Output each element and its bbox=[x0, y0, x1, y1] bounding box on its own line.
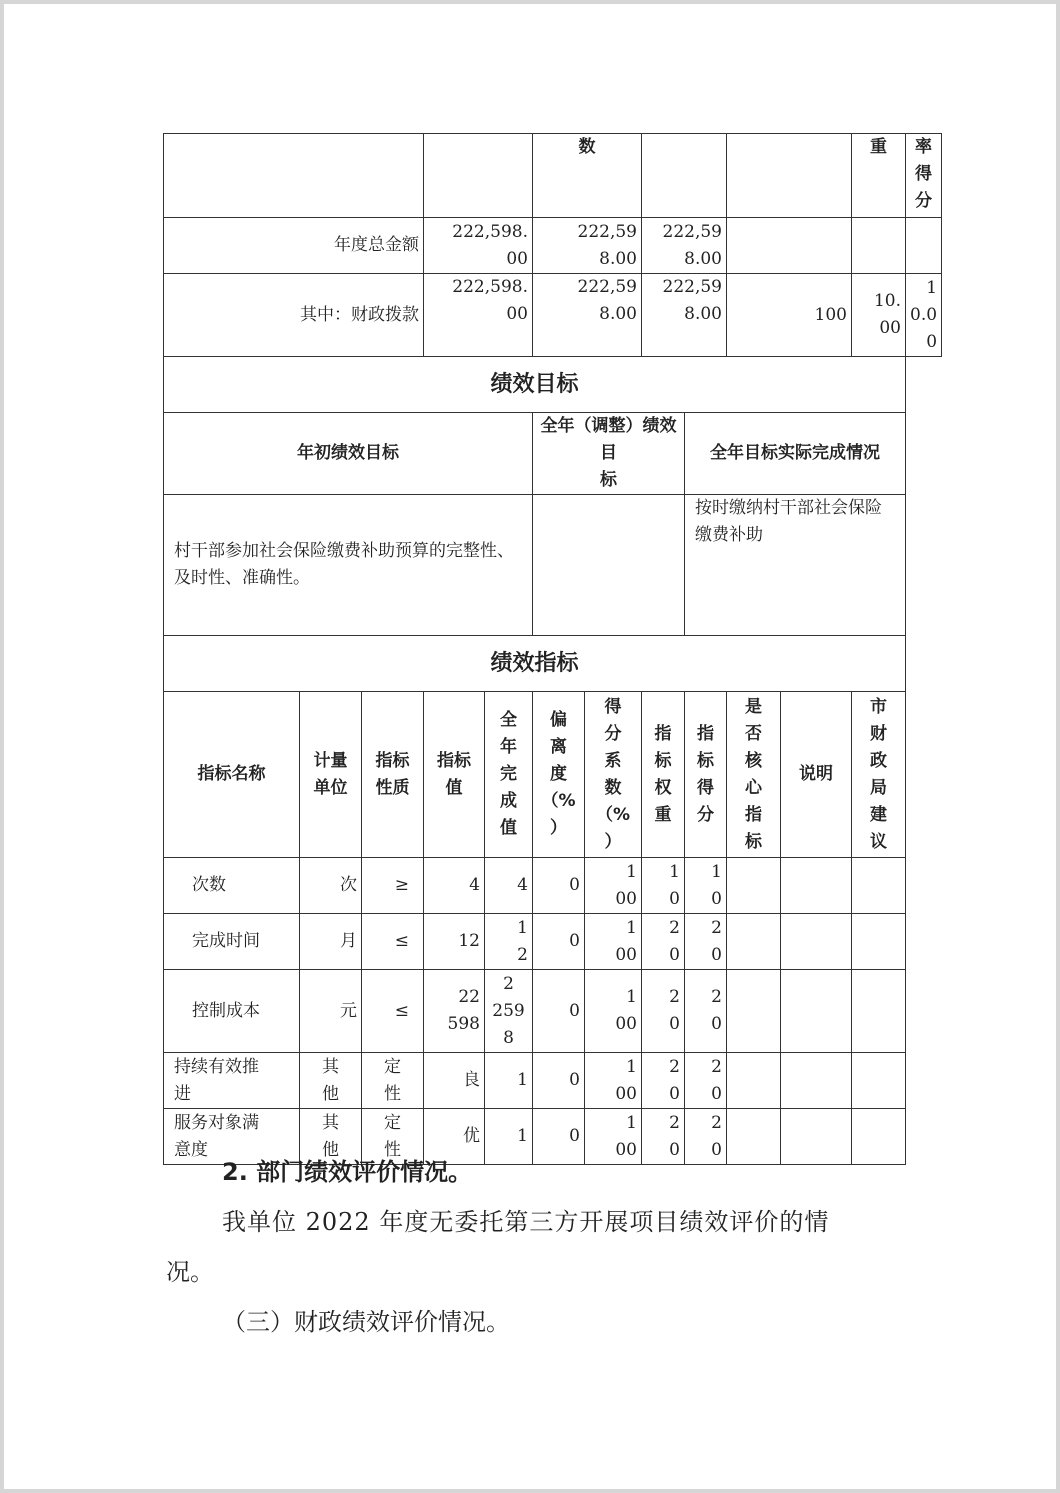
indicator-cell: 1 00 bbox=[585, 1053, 642, 1109]
funds-top-row bbox=[164, 134, 942, 218]
indicator-cell bbox=[727, 970, 781, 1053]
funds-value bbox=[906, 218, 942, 274]
funds-value: 222,59 8.00 bbox=[533, 218, 642, 274]
indicator-cell: 服务对象满 意度 bbox=[164, 1109, 300, 1165]
indicator-cell: 0 bbox=[533, 970, 585, 1053]
goals-content-row bbox=[164, 495, 942, 636]
indicator-cell bbox=[852, 858, 906, 914]
funds-fiscal-label: 其中：财政拨款 bbox=[164, 274, 424, 357]
funds-value: 222,598. 00 bbox=[424, 274, 533, 357]
indicator-header: 得 分 系 数 （% ） bbox=[585, 692, 642, 858]
indicator-header: 全 年 完 成 值 bbox=[485, 692, 533, 858]
paragraph-line: 况。 bbox=[166, 1258, 214, 1286]
indicator-cell: 2 0 bbox=[685, 970, 727, 1053]
indicator-cell: 控制成本 bbox=[164, 970, 300, 1053]
indicator-cell bbox=[781, 970, 852, 1053]
indicator-cell: 1 2 bbox=[485, 914, 533, 970]
indicator-cell: 2 0 bbox=[685, 914, 727, 970]
funds-cell bbox=[642, 134, 727, 218]
goals-actual-text: 按时缴纳村干部社会保险缴费补助 bbox=[685, 495, 906, 636]
indicator-cell: 定 性 bbox=[362, 1109, 424, 1165]
indicator-cell: 0 bbox=[533, 858, 585, 914]
indicator-cell bbox=[781, 1109, 852, 1165]
indicator-cell bbox=[852, 1109, 906, 1165]
indicator-row bbox=[164, 970, 942, 1053]
goals-col-adjusted: 全年（调整）绩效目 标 bbox=[533, 413, 685, 495]
indicators-section-row bbox=[164, 636, 942, 692]
goals-section-title: 绩效目标 bbox=[164, 357, 906, 413]
indicator-cell bbox=[727, 1109, 781, 1165]
indicator-header: 是 否 核 心 指 标 bbox=[727, 692, 781, 858]
indicator-header: 市 财 政 局 建 议 bbox=[852, 692, 906, 858]
indicator-cell: 22 598 bbox=[424, 970, 485, 1053]
indicator-header: 说明 bbox=[781, 692, 852, 858]
indicator-cell: 2 0 bbox=[642, 970, 685, 1053]
indicator-cell: 0 bbox=[533, 1053, 585, 1109]
indicator-cell: 持续有效推 进 bbox=[164, 1053, 300, 1109]
goals-col-actual: 全年目标实际完成情况 bbox=[685, 413, 906, 495]
funds-cell bbox=[164, 134, 424, 218]
indicator-header: 指标 性质 bbox=[362, 692, 424, 858]
indicator-header: 指 标 得 分 bbox=[685, 692, 727, 858]
indicator-cell: 1 00 bbox=[585, 1109, 642, 1165]
indicator-cell: 2 0 bbox=[642, 914, 685, 970]
indicators-header-row bbox=[164, 692, 942, 858]
indicator-cell: 4 bbox=[485, 858, 533, 914]
indicator-header: 指 标 权 重 bbox=[642, 692, 685, 858]
funds-total-label: 年度总金额 bbox=[164, 218, 424, 274]
indicator-cell: 0 bbox=[533, 1109, 585, 1165]
indicator-cell: 4 bbox=[424, 858, 485, 914]
goals-adjusted-text bbox=[533, 495, 685, 636]
indicator-row bbox=[164, 1053, 942, 1109]
indicator-cell bbox=[727, 914, 781, 970]
funds-value bbox=[727, 218, 852, 274]
indicator-cell: 0 bbox=[533, 914, 585, 970]
funds-cell bbox=[424, 134, 533, 218]
indicator-cell: 1 bbox=[485, 1053, 533, 1109]
indicator-cell bbox=[781, 858, 852, 914]
funds-value bbox=[852, 218, 906, 274]
indicator-cell bbox=[852, 1053, 906, 1109]
funds-fiscal-row bbox=[164, 274, 942, 357]
indicator-cell: 完成时间 bbox=[164, 914, 300, 970]
performance-table bbox=[163, 133, 942, 1165]
indicator-cell bbox=[852, 970, 906, 1053]
funds-cell: 数 bbox=[533, 134, 642, 218]
indicator-cell: ≤ bbox=[362, 970, 424, 1053]
indicator-cell bbox=[727, 858, 781, 914]
funds-total-row bbox=[164, 218, 942, 274]
funds-cell: 重 bbox=[852, 134, 906, 218]
indicator-cell: 2 0 bbox=[685, 1053, 727, 1109]
indicator-cell: 次 bbox=[300, 858, 362, 914]
indicator-cell: 月 bbox=[300, 914, 362, 970]
indicator-cell bbox=[852, 914, 906, 970]
indicator-cell: 定 性 bbox=[362, 1053, 424, 1109]
indicator-cell bbox=[781, 1053, 852, 1109]
goals-initial-text: 村干部参加社会保险缴费补助预算的完整性、及时性、准确性。 bbox=[164, 495, 533, 636]
indicator-cell: ≤ bbox=[362, 914, 424, 970]
funds-value: 222,59 8.00 bbox=[642, 218, 727, 274]
section-heading-fiscal-evaluation: （三）财政绩效评价情况。 bbox=[222, 1308, 510, 1336]
indicator-cell: 1 0 bbox=[685, 858, 727, 914]
indicator-row bbox=[164, 914, 942, 970]
indicator-cell: 次数 bbox=[164, 858, 300, 914]
indicator-cell: 1 00 bbox=[585, 858, 642, 914]
goals-col-initial: 年初绩效目标 bbox=[164, 413, 533, 495]
funds-value: 222,59 8.00 bbox=[533, 274, 642, 357]
funds-value: 10. 00 bbox=[852, 274, 906, 357]
indicator-cell bbox=[781, 914, 852, 970]
funds-value: 222,598. 00 bbox=[424, 218, 533, 274]
funds-value: 100 bbox=[727, 274, 852, 357]
indicator-cell: 1 00 bbox=[585, 970, 642, 1053]
indicator-cell: 2 0 bbox=[685, 1109, 727, 1165]
indicator-cell: 元 bbox=[300, 970, 362, 1053]
indicator-cell: 2 0 bbox=[642, 1053, 685, 1109]
paragraph-line: 我单位 2022 年度无委托第三方开展项目绩效评价的情 bbox=[222, 1208, 830, 1236]
funds-cell bbox=[727, 134, 852, 218]
indicator-cell: 其 他 bbox=[300, 1053, 362, 1109]
indicator-cell: 1 00 bbox=[585, 914, 642, 970]
indicator-cell: 12 bbox=[424, 914, 485, 970]
indicator-cell: 2 0 bbox=[642, 1109, 685, 1165]
indicator-header: 计量 单位 bbox=[300, 692, 362, 858]
indicator-cell bbox=[727, 1053, 781, 1109]
indicator-cell: 良 bbox=[424, 1053, 485, 1109]
indicator-header: 指标 值 bbox=[424, 692, 485, 858]
funds-value: 222,59 8.00 bbox=[642, 274, 727, 357]
indicator-row bbox=[164, 858, 942, 914]
funds-value: 1 0.0 0 bbox=[906, 274, 942, 357]
section-heading-department-evaluation: 2. 部门绩效评价情况。 bbox=[222, 1158, 473, 1186]
indicators-section-title: 绩效指标 bbox=[164, 636, 906, 692]
indicator-cell: 1 bbox=[485, 1109, 533, 1165]
funds-cell: 率 得 分 bbox=[906, 134, 942, 218]
indicator-cell: 1 0 bbox=[642, 858, 685, 914]
goals-section-row bbox=[164, 357, 942, 413]
goals-header-row bbox=[164, 413, 942, 495]
indicator-cell: 其 他 bbox=[300, 1109, 362, 1165]
indicator-cell: ≥ bbox=[362, 858, 424, 914]
indicator-header: 指标名称 bbox=[164, 692, 300, 858]
indicator-cell: 2 259 8 bbox=[485, 970, 533, 1053]
indicator-cell: 优 bbox=[424, 1109, 485, 1165]
indicator-header: 偏 离 度 （% ） bbox=[533, 692, 585, 858]
